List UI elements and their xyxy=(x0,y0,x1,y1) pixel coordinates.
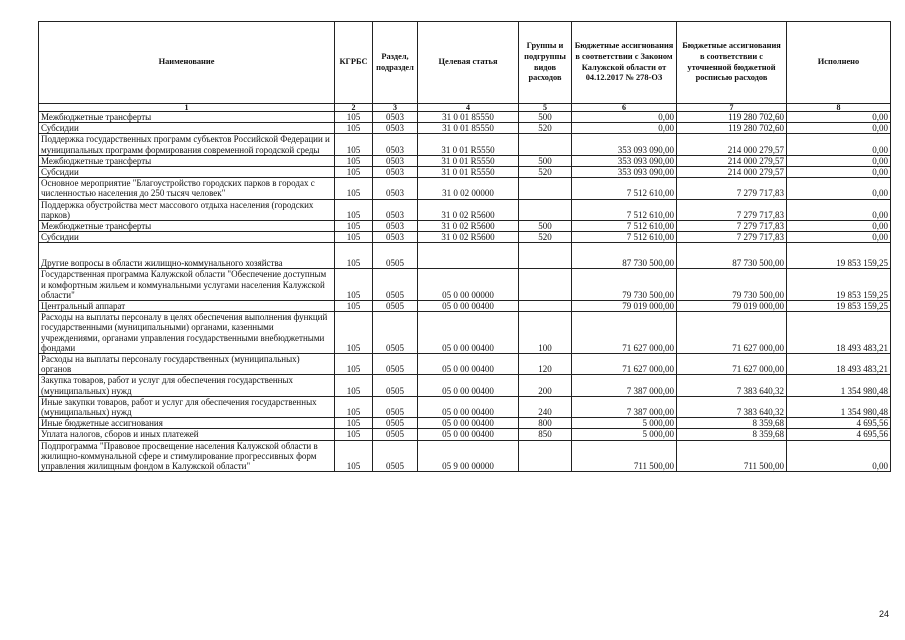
row-kgrbs: 105 xyxy=(335,440,373,472)
row-group xyxy=(519,178,572,199)
row-refined-amount: 119 280 702,60 xyxy=(677,123,787,134)
row-name: Субсидии xyxy=(39,232,335,243)
row-target: 05 0 00 00000 xyxy=(418,269,519,301)
table-row xyxy=(39,354,891,375)
row-refined-amount: 79 730 500,00 xyxy=(677,269,787,301)
row-law-amount: 0,00 xyxy=(572,123,677,134)
row-kgrbs: 105 xyxy=(335,134,373,155)
row-law-amount: 7 512 610,00 xyxy=(572,221,677,232)
row-group: 520 xyxy=(519,167,572,178)
row-section: 0505 xyxy=(373,312,418,354)
row-executed-amount: 19 853 159,25 xyxy=(787,243,891,269)
row-group xyxy=(519,199,572,220)
row-target: 05 0 00 00400 xyxy=(418,396,519,417)
row-section: 0503 xyxy=(373,232,418,243)
row-section: 0505 xyxy=(373,243,418,269)
table-row xyxy=(39,418,891,429)
row-name: Межбюджетные трансферты xyxy=(39,112,335,123)
table-row xyxy=(39,221,891,232)
row-law-amount: 79 730 500,00 xyxy=(572,269,677,301)
row-section: 0505 xyxy=(373,354,418,375)
row-section: 0503 xyxy=(373,155,418,166)
column-number: 3 xyxy=(373,104,418,112)
row-refined-amount: 7 383 640,32 xyxy=(677,396,787,417)
table-row xyxy=(39,243,891,269)
row-refined-amount: 7 279 717,83 xyxy=(677,232,787,243)
column-number: 6 xyxy=(572,104,677,112)
row-refined-amount: 8 359,68 xyxy=(677,418,787,429)
table-row xyxy=(39,301,891,312)
row-name: Иные закупки товаров, работ и услуг для обеспечения государственных (муниципальных) нужд xyxy=(39,396,335,417)
row-law-amount: 7 512 610,00 xyxy=(572,232,677,243)
row-executed-amount: 0,00 xyxy=(787,167,891,178)
row-kgrbs: 105 xyxy=(335,155,373,166)
row-name: Закупка товаров, работ и услуг для обеспечения государственных (муниципальных) нужд xyxy=(39,375,335,396)
row-executed-amount: 4 695,56 xyxy=(787,429,891,440)
row-law-amount: 353 093 090,00 xyxy=(572,167,677,178)
row-refined-amount: 7 279 717,83 xyxy=(677,199,787,220)
row-kgrbs: 105 xyxy=(335,243,373,269)
row-group: 500 xyxy=(519,112,572,123)
row-law-amount: 71 627 000,00 xyxy=(572,312,677,354)
row-target: 05 0 00 00400 xyxy=(418,429,519,440)
table-row xyxy=(39,312,891,354)
row-target xyxy=(418,243,519,269)
row-target: 05 0 00 00400 xyxy=(418,312,519,354)
row-refined-amount: 214 000 279,57 xyxy=(677,134,787,155)
row-executed-amount: 19 853 159,25 xyxy=(787,269,891,301)
row-kgrbs: 105 xyxy=(335,301,373,312)
row-group xyxy=(519,269,572,301)
row-section: 0505 xyxy=(373,396,418,417)
table-row xyxy=(39,112,891,123)
row-executed-amount: 0,00 xyxy=(787,123,891,134)
row-kgrbs: 105 xyxy=(335,178,373,199)
table-row xyxy=(39,199,891,220)
row-target: 31 0 02 00000 xyxy=(418,178,519,199)
row-section: 0505 xyxy=(373,429,418,440)
row-section: 0503 xyxy=(373,123,418,134)
table-row xyxy=(39,167,891,178)
row-name: Уплата налогов, сборов и иных платежей xyxy=(39,429,335,440)
row-kgrbs: 105 xyxy=(335,112,373,123)
row-target: 31 0 01 R5550 xyxy=(418,155,519,166)
row-section: 0505 xyxy=(373,440,418,472)
row-group: 520 xyxy=(519,123,572,134)
row-refined-amount: 7 383 640,32 xyxy=(677,375,787,396)
row-refined-amount: 7 279 717,83 xyxy=(677,221,787,232)
column-number: 2 xyxy=(335,104,373,112)
row-target: 05 0 00 00400 xyxy=(418,375,519,396)
row-kgrbs: 105 xyxy=(335,232,373,243)
row-group: 800 xyxy=(519,418,572,429)
row-executed-amount: 0,00 xyxy=(787,221,891,232)
row-section: 0503 xyxy=(373,199,418,220)
row-law-amount: 353 093 090,00 xyxy=(572,134,677,155)
row-group: 500 xyxy=(519,221,572,232)
column-number: 8 xyxy=(787,104,891,112)
table-row xyxy=(39,123,891,134)
row-name: Иные бюджетные ассигнования xyxy=(39,418,335,429)
table-row xyxy=(39,232,891,243)
row-name: Субсидии xyxy=(39,167,335,178)
column-number: 1 xyxy=(39,104,335,112)
column-number: 4 xyxy=(418,104,519,112)
header-law: Бюджетные ассигнования в соответствии с Законом Калужской области от 04.12.2017 № 278-ОЗ xyxy=(572,22,677,104)
row-executed-amount: 0,00 xyxy=(787,112,891,123)
row-section: 0503 xyxy=(373,112,418,123)
table-header-row xyxy=(39,22,891,104)
row-kgrbs: 105 xyxy=(335,269,373,301)
row-group: 500 xyxy=(519,155,572,166)
row-executed-amount: 0,00 xyxy=(787,155,891,166)
header-refined: Бюджетные ассигнования в соответствии с уточненной бюджетной росписью расходов xyxy=(677,22,787,104)
row-section: 0503 xyxy=(373,221,418,232)
row-kgrbs: 105 xyxy=(335,396,373,417)
row-law-amount: 7 512 610,00 xyxy=(572,199,677,220)
row-law-amount: 87 730 500,00 xyxy=(572,243,677,269)
header-section: Раздел, подраздел xyxy=(373,22,418,104)
row-law-amount: 7 387 000,00 xyxy=(572,396,677,417)
row-law-amount: 711 500,00 xyxy=(572,440,677,472)
row-group: 120 xyxy=(519,354,572,375)
row-executed-amount: 1 354 980,48 xyxy=(787,375,891,396)
row-target: 31 0 02 R5600 xyxy=(418,199,519,220)
row-name: Межбюджетные трансферты xyxy=(39,155,335,166)
table-row xyxy=(39,429,891,440)
row-target: 05 9 00 00000 xyxy=(418,440,519,472)
row-executed-amount: 0,00 xyxy=(787,134,891,155)
row-refined-amount: 71 627 000,00 xyxy=(677,354,787,375)
row-target: 05 0 00 00400 xyxy=(418,354,519,375)
header-target: Целевая статья xyxy=(418,22,519,104)
table-row xyxy=(39,134,891,155)
header-groups: Группы и подгруппы видов расходов xyxy=(519,22,572,104)
row-kgrbs: 105 xyxy=(335,312,373,354)
row-refined-amount: 8 359,68 xyxy=(677,429,787,440)
row-executed-amount: 1 354 980,48 xyxy=(787,396,891,417)
row-kgrbs: 105 xyxy=(335,418,373,429)
row-law-amount: 7 387 000,00 xyxy=(572,375,677,396)
row-executed-amount: 4 695,56 xyxy=(787,418,891,429)
table-body xyxy=(39,112,891,472)
table-row xyxy=(39,269,891,301)
row-refined-amount: 214 000 279,57 xyxy=(677,155,787,166)
row-refined-amount: 79 019 000,00 xyxy=(677,301,787,312)
header-kgrbs: КГРБС xyxy=(335,22,373,104)
table-row xyxy=(39,375,891,396)
row-section: 0505 xyxy=(373,375,418,396)
row-executed-amount: 0,00 xyxy=(787,199,891,220)
row-section: 0505 xyxy=(373,301,418,312)
row-executed-amount: 0,00 xyxy=(787,232,891,243)
row-group: 100 xyxy=(519,312,572,354)
header-name: Наименование xyxy=(39,22,335,104)
row-name: Межбюджетные трансферты xyxy=(39,221,335,232)
row-target: 31 0 02 R5600 xyxy=(418,232,519,243)
row-refined-amount: 119 280 702,60 xyxy=(677,112,787,123)
page-number: 24 xyxy=(878,609,889,619)
row-name: Поддержка обустройства мест массового отдыха населения (городских парков) xyxy=(39,199,335,220)
row-name: Субсидии xyxy=(39,123,335,134)
row-name: Поддержка государственных программ субъектов Российской Федерации и муниципальных программ формирования современной городской среды xyxy=(39,134,335,155)
table-row xyxy=(39,396,891,417)
row-section: 0503 xyxy=(373,178,418,199)
row-kgrbs: 105 xyxy=(335,167,373,178)
row-group: 200 xyxy=(519,375,572,396)
row-target: 31 0 01 R5550 xyxy=(418,134,519,155)
row-section: 0505 xyxy=(373,418,418,429)
header-executed: Исполнено xyxy=(787,22,891,104)
row-name: Подпрограмма "Правовое просвещение населения Калужской области в жилищно-коммунальной сфере и стимулирование прогрессивных форм управления жилищным фондом в Калужской области" xyxy=(39,440,335,472)
row-executed-amount: 18 493 483,21 xyxy=(787,354,891,375)
row-refined-amount: 87 730 500,00 xyxy=(677,243,787,269)
row-name: Расходы на выплаты персоналу государственных (муниципальных) органов xyxy=(39,354,335,375)
row-executed-amount: 0,00 xyxy=(787,178,891,199)
row-target: 05 0 00 00400 xyxy=(418,418,519,429)
row-target: 31 0 01 R5550 xyxy=(418,167,519,178)
table-row xyxy=(39,178,891,199)
row-group: 240 xyxy=(519,396,572,417)
row-law-amount: 7 512 610,00 xyxy=(572,178,677,199)
row-section: 0503 xyxy=(373,167,418,178)
row-section: 0503 xyxy=(373,134,418,155)
row-name: Центральный аппарат xyxy=(39,301,335,312)
column-number: 5 xyxy=(519,104,572,112)
row-section: 0505 xyxy=(373,269,418,301)
row-kgrbs: 105 xyxy=(335,375,373,396)
row-executed-amount: 18 493 483,21 xyxy=(787,312,891,354)
row-refined-amount: 214 000 279,57 xyxy=(677,167,787,178)
row-law-amount: 5 000,00 xyxy=(572,418,677,429)
row-name: Основное мероприятие "Благоустройство городских парков в городах с численностью населения до 250 тысяч человек" xyxy=(39,178,335,199)
row-executed-amount: 19 853 159,25 xyxy=(787,301,891,312)
row-name: Другие вопросы в области жилищно-коммунального хозяйства xyxy=(39,243,335,269)
row-refined-amount: 711 500,00 xyxy=(677,440,787,472)
row-law-amount: 71 627 000,00 xyxy=(572,354,677,375)
row-refined-amount: 71 627 000,00 xyxy=(677,312,787,354)
row-group: 520 xyxy=(519,232,572,243)
row-name: Государственная программа Калужской области "Обеспечение доступным и комфортным жильем и коммунальными услугами населения Калужской области" xyxy=(39,269,335,301)
row-group xyxy=(519,440,572,472)
row-target: 31 0 01 85550 xyxy=(418,112,519,123)
row-group: 850 xyxy=(519,429,572,440)
row-law-amount: 79 019 000,00 xyxy=(572,301,677,312)
row-group xyxy=(519,134,572,155)
row-kgrbs: 105 xyxy=(335,429,373,440)
column-number-row xyxy=(39,104,891,112)
row-kgrbs: 105 xyxy=(335,354,373,375)
table-row xyxy=(39,440,891,472)
row-target: 31 0 02 R5600 xyxy=(418,221,519,232)
row-group xyxy=(519,301,572,312)
row-target: 05 0 00 00400 xyxy=(418,301,519,312)
column-number: 7 xyxy=(677,104,787,112)
row-kgrbs: 105 xyxy=(335,221,373,232)
row-refined-amount: 7 279 717,83 xyxy=(677,178,787,199)
budget-execution-table xyxy=(38,21,891,472)
row-name: Расходы на выплаты персоналу в целях обеспечения выполнения функций государственными (муниципальными) органами, казенными учреждениями, органами управления государственными внебюджетными фондами xyxy=(39,312,335,354)
row-target: 31 0 01 85550 xyxy=(418,123,519,134)
table-row xyxy=(39,155,891,166)
row-law-amount: 0,00 xyxy=(572,112,677,123)
row-executed-amount: 0,00 xyxy=(787,440,891,472)
row-kgrbs: 105 xyxy=(335,199,373,220)
row-law-amount: 353 093 090,00 xyxy=(572,155,677,166)
row-law-amount: 5 000,00 xyxy=(572,429,677,440)
row-kgrbs: 105 xyxy=(335,123,373,134)
row-group xyxy=(519,243,572,269)
